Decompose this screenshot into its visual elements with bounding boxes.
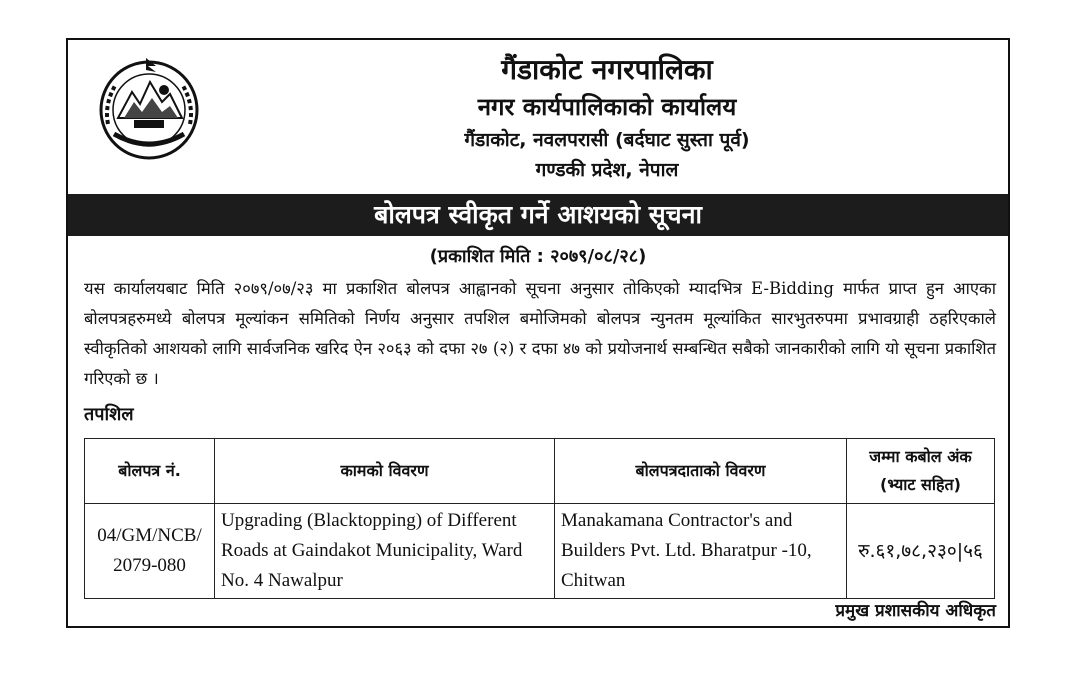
notice-body: यस कार्यालयबाट मिति २०७९/०७/२३ मा प्रकाशित बोलपत्र आह्वानको सूचना अनुसार तोकिएको म्यादभित्र E-Bidding मार्फत प्राप्त हुन आएका बोलपत्रहरुमध्ये बोलपत्र मूल्यांकन समितिको निर्णय अनुसार तपशिल बमोजिमको बोलपत्र न्युनतम मूल्यांकित सारभुतरुपमा प्रभावग्राही ठहरिएकाले स्वीकृतिको आशयको लागि सार्वजनिक खरिद ऐन २०६३ को दफा २७ (२) र दफा ४७ को प्रयोजनार्थ सम्बन्धित सबैको जानकारीको लागि यो सूचना प्रकाशित गरिएको छ । — [84, 279, 996, 388]
header-bid-number: बोलपत्र नं. — [85, 439, 215, 504]
signatory-title: प्रमुख प्रशासकीय अधिकृत — [835, 601, 996, 621]
published-date: (प्रकाशित मिति : २०७९/०८/२८) — [429, 246, 647, 267]
cell-total-amount: रु.६१,७८,२३०|५६ — [847, 504, 995, 599]
table-header-row — [85, 439, 995, 504]
province-country: गण्डकी प्रदेश, नेपाल — [535, 159, 679, 181]
header-bidder-details: बोलपत्रदाताको विवरण — [555, 439, 847, 504]
bid-number-part1: 04/GM/NCB/ — [97, 525, 202, 546]
cell-work-description: Upgrading (Blacktopping) of Different Roads at Gaindakot Municipality, Ward No. 4 Nawalpur — [215, 504, 555, 599]
municipality-emblem-icon — [94, 54, 204, 164]
cell-bidder-details: Manakamana Contractor's and Builders Pvt. Ltd. Bharatpur -10, Chitwan — [555, 504, 847, 599]
header-total-amount — [847, 439, 995, 504]
municipality-name: गैंडाकोट नगरपालिका — [501, 53, 713, 86]
bid-details-table — [84, 438, 995, 599]
header-work-description: कामको विवरण — [215, 439, 555, 504]
bid-number-part2: 2079-080 — [113, 555, 186, 576]
office-name: नगर कार्यपालिकाको कार्यालय — [477, 93, 737, 121]
header-amount-line2: (भ्याट सहित) — [880, 475, 961, 494]
notice-title: बोलपत्र स्वीकृत गर्ने आशयको सूचना — [68, 194, 1008, 236]
details-label: तपशिल — [84, 404, 134, 425]
table-row — [85, 504, 995, 599]
office-address: गैंडाकोट, नवलपरासी (बर्दघाट सुस्ता पूर्व) — [464, 129, 750, 151]
header-amount-line1: जम्मा कबोल अंक — [869, 447, 972, 466]
cell-bid-number — [85, 504, 215, 599]
